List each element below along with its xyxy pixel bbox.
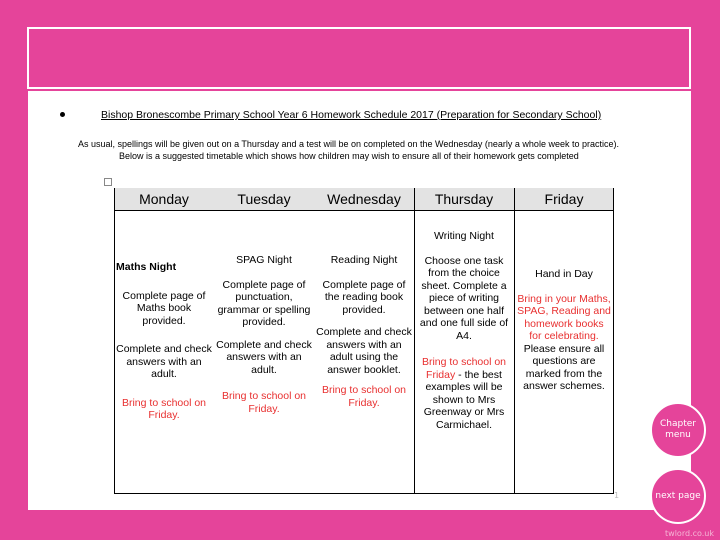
intro-line-1: As usual, spellings will be given out on a Thursday and a test will be on completed on the Wednesday (nearly a whole week to practice). bbox=[78, 139, 619, 149]
wednesday-task-2: Complete and check answers with an adult using the answer booklet. bbox=[316, 326, 412, 376]
header-monday: Monday bbox=[114, 188, 214, 210]
monday-bring: Bring to school on Friday. bbox=[121, 396, 207, 421]
monday-column bbox=[116, 216, 212, 422]
thursday-task-1: Choose one task from the choice sheet. Complete a piece of writing between one half and one full side of A4. bbox=[419, 254, 509, 342]
table-right-border bbox=[613, 188, 614, 494]
wednesday-column bbox=[316, 216, 412, 409]
schedule-heading: Bishop Bronescombe Primary School Year 6 Homework Schedule 2017 (Preparation for Secondary School) bbox=[101, 109, 602, 121]
header-divider bbox=[114, 210, 614, 211]
header-wednesday: Wednesday bbox=[314, 188, 414, 210]
bullet-dot bbox=[60, 112, 65, 117]
friday-title: Hand in Day bbox=[535, 268, 593, 280]
header-thursday: Thursday bbox=[414, 188, 514, 210]
wednesday-night-label: Reading Night bbox=[330, 254, 398, 266]
slide-title-placeholder bbox=[27, 27, 691, 89]
thursday-night-label: Writing Night bbox=[434, 230, 494, 242]
wednesday-task-1: Complete page of the reading book provided. bbox=[322, 278, 406, 316]
header-tuesday: Tuesday bbox=[214, 188, 314, 210]
tuesday-task-2: Complete and check answers with an adult. bbox=[216, 338, 312, 376]
homework-table bbox=[114, 188, 614, 494]
friday-bring: Bring in your Maths, SPAG, Reading and homework books for celebrating. bbox=[517, 292, 611, 342]
tuesday-night-label: SPAG Night bbox=[236, 254, 292, 266]
tuesday-bring: Bring to school on Friday. bbox=[221, 390, 307, 415]
friday-note: Please ensure all questions are marked from the answer schemes. bbox=[523, 342, 605, 392]
friday-column bbox=[517, 216, 611, 393]
column-divider bbox=[414, 188, 415, 494]
monday-night-label: Maths Night bbox=[116, 261, 177, 273]
chapter-menu-button[interactable]: Chapter menu bbox=[650, 402, 706, 458]
next-page-button[interactable]: next page bbox=[650, 468, 706, 524]
thursday-bring-rest: - the best examples will be shown to Mrs Greenway or Mrs Carmichael. bbox=[423, 368, 505, 431]
column-divider bbox=[514, 188, 515, 494]
tuesday-task-1: Complete page of punctuation, grammar or spelling provided. bbox=[217, 278, 311, 328]
broken-image-icon bbox=[104, 178, 112, 186]
intro-line-2: Below is a suggested timetable which shows how children may wish to ensure all of their homework gets completed bbox=[119, 151, 579, 161]
brand-watermark: twlord.co.uk bbox=[665, 529, 714, 538]
header-friday: Friday bbox=[514, 188, 614, 210]
monday-task-2: Complete and check answers with an adult. bbox=[116, 343, 212, 380]
thursday-bring: Bring to school on Friday bbox=[421, 356, 507, 381]
thursday-column bbox=[417, 216, 511, 431]
page-number: 1 bbox=[614, 491, 620, 500]
thursday-bring-block bbox=[417, 356, 511, 431]
wednesday-bring: Bring to school on Friday. bbox=[321, 384, 407, 409]
content-area bbox=[28, 91, 691, 510]
table-left-border bbox=[114, 188, 115, 494]
monday-task-1: Complete page of Maths book provided. bbox=[122, 289, 206, 327]
tuesday-column bbox=[216, 216, 312, 415]
table-bottom-border bbox=[114, 493, 614, 494]
